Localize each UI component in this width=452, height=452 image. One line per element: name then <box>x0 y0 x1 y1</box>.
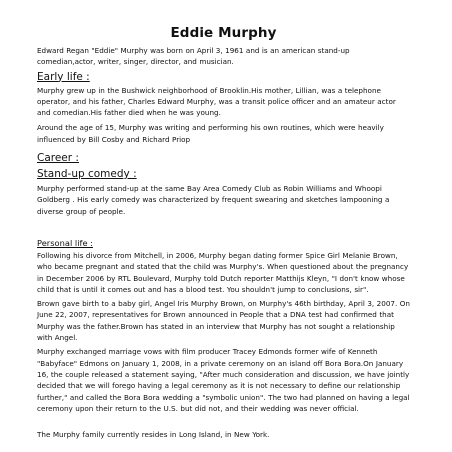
closing-paragraph: The Murphy family currently resides in Long Island, in New York. <box>37 430 270 440</box>
early-life-heading: Early life : <box>37 70 90 83</box>
intro-paragraph: Edward Regan "Eddie" Murphy was born on April 3, 1961 and is an american stand-up comedian,actor, writer, singer, director, and musician. <box>37 46 350 67</box>
career-heading: Career : <box>37 152 79 165</box>
personal-life-paragraph: Following his divorce from Mitchell, in 2006, Murphy began dating former Spice Girl Melanie Brown, who became pregnant and stated that the child was Murphy's. When questioned about the pregnancy in December 2006 by RTL Boulevard, Murphy told Dutch reporter Matthijs Kleyn, "I don't know whose child that is until it comes out and has a blood test. You shouldn't jump to conclusions, sir". <box>37 250 409 294</box>
early-life-paragraph: Around the age of 15, Murphy was writing and performing his own routines, which were heavily influenced by Bill Cosby and Richard Priop <box>37 123 384 144</box>
personal-life-heading: Personal life : <box>37 237 93 248</box>
document-title: Eddie Murphy <box>170 25 277 41</box>
early-life-paragraph: Murphy grew up in the Bushwick neighborhood of Brooklin.His mother, Lillian, was a telephone operator, and his father, Charles Edward Murphy, was a transit police officer and an amateur actor and comedian.His father died when he was young. <box>37 85 396 118</box>
standup-comedy-heading: Stand-up comedy : <box>37 168 137 181</box>
personal-life-paragraph: Murphy exchanged marriage vows with film producer Tracey Edmonds former wife of Kenneth "Babyface" Edmons on January 1, 2008, in a private ceremony on an island off Bora Bora.On January 16, the couple released a statement saying, "After much consideration and discussion, we have jointly decided that we will forego having a legal ceremony as it is not necessary to define our relationship further," and called the Bora Bora wedding a "symbolic union". The two had planned on having a legal ceremony upon their return to the U.S. but did not, and their wedding was never official. <box>37 347 410 413</box>
personal-life-paragraph: Brown gave birth to a baby girl, Angel Iris Murphy Brown, on Murphy's 46th birthday, April 3, 2007. On June 22, 2007, representatives for Brown announced in People that a DNA test had confirmed that Murphy was the father.Brown has stated in an interview that Murphy has not sought a relationship with Angel. <box>37 299 410 343</box>
standup-comedy-paragraph: Murphy performed stand-up at the same Bay Area Comedy Club as Robin Williams and Whoopi Goldberg . His early comedy was characterized by frequent swearing and sketches lampooning a diverse group of people. <box>37 184 390 216</box>
